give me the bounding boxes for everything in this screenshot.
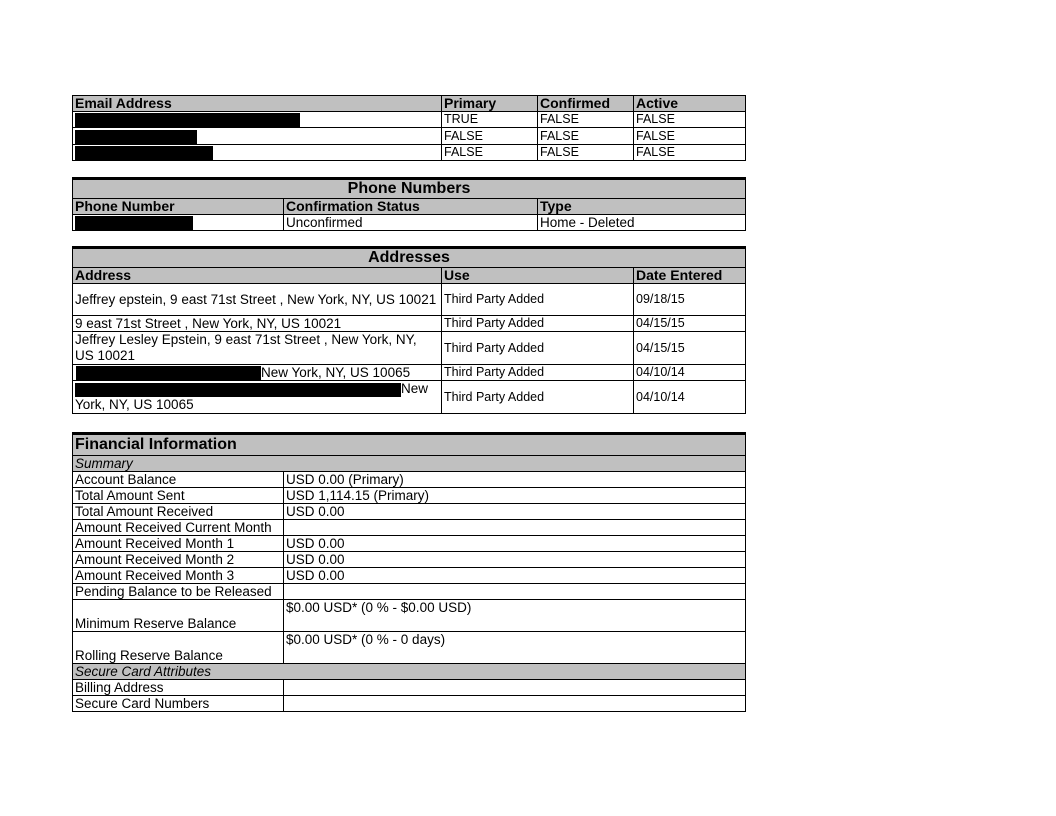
phone-title-row bbox=[73, 179, 746, 199]
email-cell-redacted bbox=[73, 112, 442, 128]
phone-cell-redacted bbox=[73, 215, 284, 231]
address-cell-partial-redacted bbox=[73, 381, 442, 414]
summary-subheader-row bbox=[73, 456, 746, 472]
date-cell: 04/10/14 bbox=[634, 381, 746, 414]
address-visible-text-a: New bbox=[401, 381, 429, 397]
use-cell: Third Party Added bbox=[442, 381, 634, 414]
financial-value bbox=[284, 520, 746, 536]
email-cell-redacted bbox=[73, 128, 442, 144]
type-col-header: Type bbox=[538, 199, 746, 215]
financial-value: USD 0.00 bbox=[284, 568, 746, 584]
email-header-row bbox=[73, 96, 746, 112]
active-cell: FALSE bbox=[634, 112, 746, 128]
financial-label: Amount Received Month 2 bbox=[73, 552, 284, 568]
table-row bbox=[73, 144, 746, 160]
address-cell: Jeffrey epstein, 9 east 71st Street , New York, NY, US 10021 bbox=[73, 284, 442, 316]
financial-label: Pending Balance to be Released bbox=[73, 584, 284, 600]
address-table bbox=[72, 246, 746, 414]
financial-title-row bbox=[73, 434, 746, 456]
table-row bbox=[73, 316, 746, 332]
financial-value: USD 1,114.15 (Primary) bbox=[284, 488, 746, 504]
financial-label: Amount Received Month 1 bbox=[73, 536, 284, 552]
financial-value: USD 0.00 bbox=[284, 552, 746, 568]
redaction-bar bbox=[75, 130, 197, 144]
confirmed-col-header: Confirmed bbox=[538, 96, 634, 112]
table-row bbox=[73, 536, 746, 552]
address-cell-partial-redacted bbox=[73, 365, 442, 381]
financial-label: Minimum Reserve Balance bbox=[73, 600, 284, 632]
financial-label: Account Balance bbox=[73, 472, 284, 488]
table-row bbox=[73, 504, 746, 520]
address-cell: Jeffrey Lesley Epstein, 9 east 71st Street , New York, NY, US 10021 bbox=[73, 332, 442, 365]
confirmed-cell: FALSE bbox=[538, 112, 634, 128]
email-cell-redacted bbox=[73, 144, 442, 160]
date-entered-col-header: Date Entered bbox=[634, 268, 746, 284]
table-row bbox=[73, 584, 746, 600]
address-header-row bbox=[73, 268, 746, 284]
primary-cell: FALSE bbox=[442, 128, 538, 144]
primary-col-header: Primary bbox=[442, 96, 538, 112]
table-row bbox=[73, 112, 746, 128]
financial-label: Total Amount Received bbox=[73, 504, 284, 520]
financial-table bbox=[72, 432, 746, 712]
secure-card-subheader-row bbox=[73, 664, 746, 680]
address-cell: 9 east 71st Street , New York, NY, US 10021 bbox=[73, 316, 442, 332]
address-visible-text-b: York, NY, US 10065 bbox=[75, 397, 194, 413]
table-row bbox=[73, 332, 746, 365]
confirmation-status-col-header: Confirmation Status bbox=[284, 199, 538, 215]
financial-value bbox=[284, 696, 746, 712]
table-row bbox=[73, 488, 746, 504]
use-cell: Third Party Added bbox=[442, 365, 634, 381]
financial-label: Total Amount Sent bbox=[73, 488, 284, 504]
date-cell: 04/15/15 bbox=[634, 332, 746, 365]
email-table bbox=[72, 95, 746, 161]
primary-cell: TRUE bbox=[442, 112, 538, 128]
financial-label: Amount Received Month 3 bbox=[73, 568, 284, 584]
financial-label: Amount Received Current Month bbox=[73, 520, 284, 536]
table-row bbox=[73, 552, 746, 568]
financial-value bbox=[284, 680, 746, 696]
table-row bbox=[73, 632, 746, 664]
table-row bbox=[73, 680, 746, 696]
address-col-header: Address bbox=[73, 268, 442, 284]
financial-value: USD 0.00 bbox=[284, 536, 746, 552]
use-cell: Third Party Added bbox=[442, 332, 634, 365]
financial-value: $0.00 USD* (0 % - $0.00 USD) bbox=[284, 600, 746, 632]
redaction-bar bbox=[75, 216, 193, 230]
financial-label: Secure Card Numbers bbox=[73, 696, 284, 712]
financial-section-title: Financial Information bbox=[73, 434, 746, 456]
table-row bbox=[73, 128, 746, 144]
table-row bbox=[73, 284, 746, 316]
use-cell: Third Party Added bbox=[442, 316, 634, 332]
table-row bbox=[73, 472, 746, 488]
phone-header-row bbox=[73, 199, 746, 215]
phone-number-col-header: Phone Number bbox=[73, 199, 284, 215]
table-row bbox=[73, 600, 746, 632]
table-row bbox=[73, 696, 746, 712]
table-row bbox=[73, 215, 746, 231]
financial-value: USD 0.00 bbox=[284, 504, 746, 520]
confirmed-cell: FALSE bbox=[538, 128, 634, 144]
table-row bbox=[73, 520, 746, 536]
active-cell: FALSE bbox=[634, 144, 746, 160]
use-cell: Third Party Added bbox=[442, 284, 634, 316]
financial-label: Billing Address bbox=[73, 680, 284, 696]
phone-section-title: Phone Numbers bbox=[73, 179, 746, 199]
phone-table bbox=[72, 177, 746, 231]
table-row bbox=[73, 365, 746, 381]
financial-value bbox=[284, 584, 746, 600]
table-row bbox=[73, 381, 746, 414]
date-cell: 04/15/15 bbox=[634, 316, 746, 332]
email-col-header: Email Address bbox=[73, 96, 442, 112]
address-section-title: Addresses bbox=[73, 248, 746, 268]
type-cell: Home - Deleted bbox=[538, 215, 746, 231]
active-cell: FALSE bbox=[634, 128, 746, 144]
summary-subheader: Summary bbox=[73, 456, 746, 472]
active-col-header: Active bbox=[634, 96, 746, 112]
redaction-bar bbox=[75, 383, 401, 397]
secure-card-subheader: Secure Card Attributes bbox=[73, 664, 746, 680]
financial-value: USD 0.00 (Primary) bbox=[284, 472, 746, 488]
date-cell: 09/18/15 bbox=[634, 284, 746, 316]
redaction-bar bbox=[76, 366, 261, 380]
address-title-row bbox=[73, 248, 746, 268]
confirmed-cell: FALSE bbox=[538, 144, 634, 160]
use-col-header: Use bbox=[442, 268, 634, 284]
redaction-bar bbox=[75, 113, 300, 127]
address-visible-text: New York, NY, US 10065 bbox=[261, 365, 411, 380]
financial-label: Rolling Reserve Balance bbox=[73, 632, 284, 664]
table-row bbox=[73, 568, 746, 584]
financial-value: $0.00 USD* (0 % - 0 days) bbox=[284, 632, 746, 664]
redaction-bar bbox=[75, 146, 213, 160]
confirmation-status-cell: Unconfirmed bbox=[284, 215, 538, 231]
primary-cell: FALSE bbox=[442, 144, 538, 160]
date-cell: 04/10/14 bbox=[634, 365, 746, 381]
